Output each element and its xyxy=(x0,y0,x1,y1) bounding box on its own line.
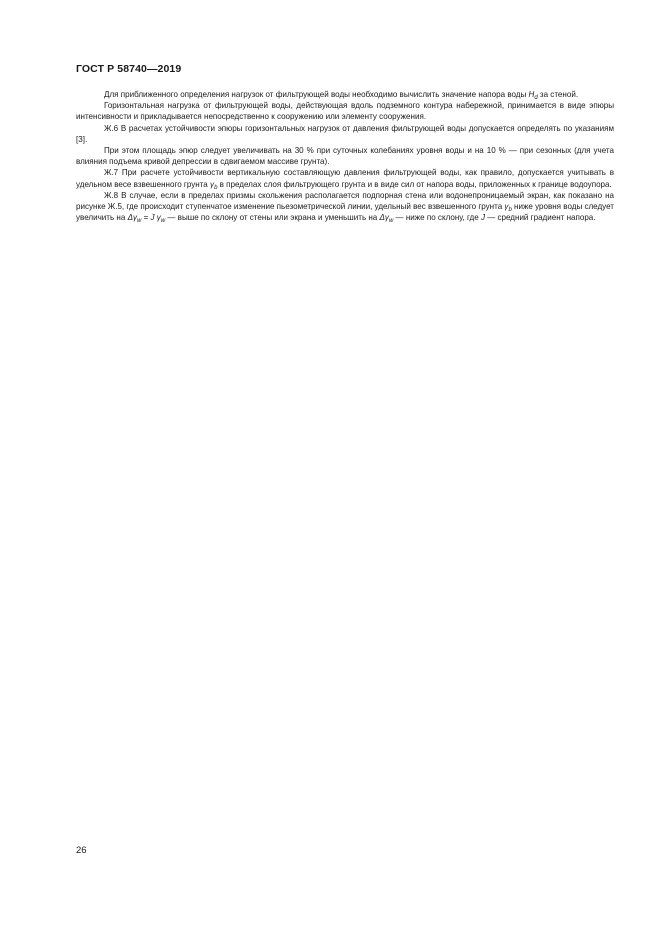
equals-sign: = xyxy=(141,213,151,223)
paragraph-text: за стеной. xyxy=(537,90,579,99)
paragraph-text: Ж.7 При расчете устойчивости вертикальную составляющую давления фильтрующей воды, как правило, допускается учитывать в удельном весе взвешенного грунта xyxy=(76,168,614,189)
paragraph-zh8 xyxy=(76,190,614,224)
paragraph-text: в пределах слоя фильтрующего грунта и в виде сил от напора воды, приложенных к границе водоупора. xyxy=(217,179,612,189)
symbol-j: J xyxy=(150,213,155,223)
symbol-gamma: γ xyxy=(504,202,509,212)
subscript-b: b xyxy=(214,184,218,191)
page-number: 26 xyxy=(76,845,87,856)
symbol-j: J xyxy=(480,213,485,223)
paragraph-area-increase: При этом площадь эпюр следует увеличивать на 30 % при суточных колебаниях уровня воды и на 10 % — при сезонных (для учета влияния подъема кривой депрессии в сдвигаемом массиве грунта). xyxy=(76,146,614,167)
paragraph-text: — ниже по склону, где xyxy=(393,213,481,223)
paragraph-text: Для приближенного определения нагрузок от фильтрующей воды необходимо вычислить значение напора воды xyxy=(104,90,529,99)
paragraph-zh6: Ж.6 В расчетах устойчивости эпюры горизонтальных нагрузок от давления фильтрующей воды допускается определять по указаниям [3]. xyxy=(76,123,614,144)
paragraph-text: — средний градиент напора. xyxy=(484,213,596,223)
paragraph-zh7 xyxy=(76,167,614,189)
symbol-gamma: γ xyxy=(154,213,161,223)
subscript-w: w xyxy=(160,218,166,225)
paragraph-text: Ж.8 В случае, если в пределах призмы скольжения располагается подпорная стена или водонепроницаемый экран, как показано на рисунке Ж.5, где происходит ступенчатое изменение пьезометрической линии, удельный вес взвешенного грунта xyxy=(76,190,614,212)
symbol-delta-gamma: Δγ xyxy=(127,213,137,223)
subscript-w: w xyxy=(388,218,394,225)
paragraph-text: ниже уровня воды следует увеличить на xyxy=(76,202,614,223)
paragraph-horizontal-load: Горизонтальная нагрузка от фильтрующей воды, действующая вдоль подземного контура набережной, принимается в виде эпюры интенсивности и прикладывается непосредственно к сооружению или элементу сооружения. xyxy=(76,101,614,122)
document-header: ГОСТ Р 58740—2019 xyxy=(76,63,182,75)
subscript-b: b xyxy=(508,207,512,214)
subscript-d: d xyxy=(534,95,538,101)
symbol-delta-gamma: Δγ xyxy=(379,213,389,223)
paragraph-text: — выше по склону от стены или экрана и уменьшить на xyxy=(165,213,380,223)
paragraph-water-head xyxy=(76,89,614,100)
subscript-w: w xyxy=(137,218,142,225)
symbol-h: H xyxy=(528,90,535,99)
document-body xyxy=(76,89,614,223)
symbol-gamma: γ xyxy=(210,179,215,189)
